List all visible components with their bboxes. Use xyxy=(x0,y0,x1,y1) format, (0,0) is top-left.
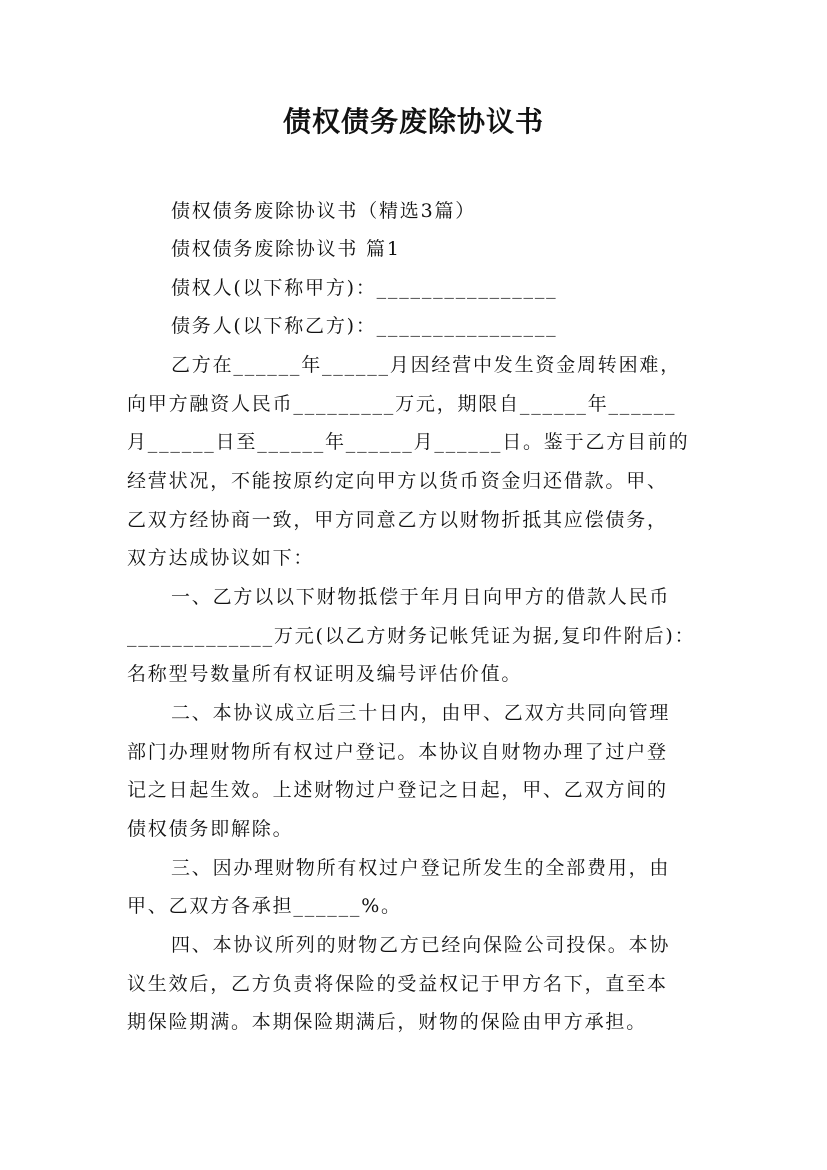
paragraph-line: 乙方在______年______月因经营中发生资金周转困难， xyxy=(171,354,682,376)
clause-2-line: 部门办理财物所有权过户登记。本协议自财物办理了过户登 xyxy=(127,741,668,763)
document-title: 债权债务废除协议书 xyxy=(282,105,544,138)
clause-1-line: 名称型号数量所有权证明及编号评估价值。 xyxy=(127,663,523,685)
clause-3-line: 三、因办理财物所有权过户登记所发生的全部费用，由 xyxy=(171,857,671,879)
paragraph-line: 双方达成协议如下： xyxy=(127,547,315,569)
clause-4-line: 议生效后，乙方负责将保险的受益权记于甲方名下，直至本 xyxy=(127,973,668,995)
clause-1-line: _____________万元(以乙方财务记帐凭证为据,复印件附后)： xyxy=(127,625,696,647)
paragraph-line: 经营状况，不能按原约定向甲方以货币资金归还借款。甲、 xyxy=(127,470,668,492)
clause-4-line: 期保险期满。本期保险期满后，财物的保险由甲方承担。 xyxy=(127,1011,648,1033)
debtor-line: 债务人(以下称乙方)：________________ xyxy=(171,315,558,337)
section-heading: 债权债务废除协议书 篇1 xyxy=(171,238,401,260)
subtitle-line: 债权债务废除协议书（精选3篇） xyxy=(171,200,477,222)
clause-2-line: 记之日起生效。上述财物过户登记之日起，甲、乙双方间的 xyxy=(127,779,668,801)
creditor-line: 债权人(以下称甲方)：________________ xyxy=(171,277,558,299)
clause-2-line: 二、本协议成立后三十日内，由甲、乙双方共同向管理 xyxy=(171,702,671,724)
paragraph-line: 乙双方经协商一致，甲方同意乙方以财物折抵其应偿债务， xyxy=(127,509,668,531)
clause-3-line: 甲、乙双方各承担______%。 xyxy=(127,895,402,917)
clause-4-line: 四、本协议所列的财物乙方已经向保险公司投保。本协 xyxy=(171,934,671,956)
paragraph-line: 月______日至______年______月______日。鉴于乙方目前的 xyxy=(127,431,690,453)
clause-1-line: 一、乙方以以下财物抵偿于年月日向甲方的借款人民币 xyxy=(171,586,671,608)
paragraph-line: 向甲方融资人民币_________万元，期限自______年______ xyxy=(127,393,677,415)
clause-2-line: 债权债务即解除。 xyxy=(127,818,294,840)
